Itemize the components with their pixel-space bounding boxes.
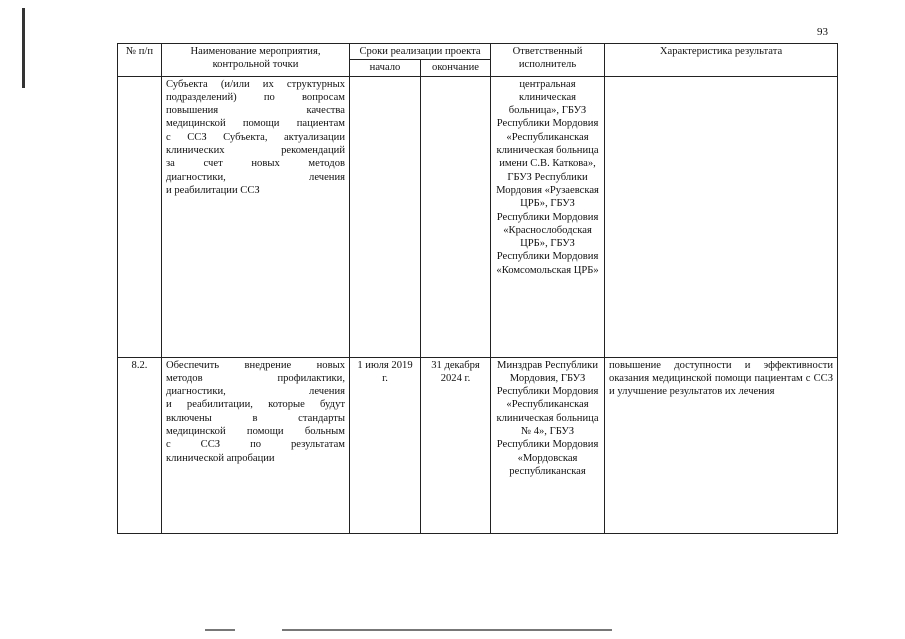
result-cell — [605, 76, 838, 357]
event-name-line: диагностики, лечения — [166, 386, 345, 398]
event-name-line: методов профилактики, — [166, 372, 345, 384]
header-end: окончание — [421, 60, 491, 76]
executor-cell: центральная клиническая больница», ГБУЗ Республики Мордовия «Республиканская клиническая больница имени С.В. Каткова», ГБУЗ Республики Мордовия «Рузаевская ЦРБ», ГБУЗ Республики Мордовия «Краснослободская ЦРБ», ГБУЗ Республики Мордовия «Комсомольская ЦРБ» — [491, 76, 605, 357]
executor-cell: Минздрав Республики Мордовия, ГБУЗ Республики Мордовия «Республиканская клиническая больница № 4», ГБУЗ Республики Мордовия «Мордовская республиканская — [491, 357, 605, 533]
event-name-line: диагностики, лечения — [166, 171, 345, 183]
event-name-line: медицинской помощи больным — [166, 426, 345, 438]
header-result: Характеристика результата — [605, 44, 838, 77]
header-executor: Ответственный исполнитель — [491, 44, 605, 77]
header-start: начало — [350, 60, 421, 76]
events-table — [117, 43, 838, 534]
row-number — [118, 76, 162, 357]
event-name-line: подразделений) по вопросам — [166, 91, 345, 103]
event-name-line: медицинской помощи пациентам — [166, 118, 345, 130]
event-name-line: за счет новых методов — [166, 158, 345, 170]
event-name-line: включены в стандарты — [166, 412, 345, 424]
table-row — [118, 76, 838, 357]
scan-artifact — [205, 629, 235, 631]
event-name-line: повышения качества — [166, 105, 345, 117]
event-name-line: с ССЗ по результатам — [166, 439, 345, 451]
event-name-line: клинических рекомендаций — [166, 145, 345, 157]
scan-edge-mark — [22, 8, 25, 88]
event-name-line: и реабилитации ССЗ — [166, 184, 260, 196]
header-event-name: Наименование мероприятия, контрольной точки — [162, 44, 350, 77]
page-number: 93 — [817, 26, 828, 38]
event-name-line: и реабилитации, которые будут — [166, 399, 345, 411]
result-cell: повышение доступности и эффективности оказания медицинской помощи пациентам с ССЗ и улучшение результатов их лечения — [605, 357, 838, 533]
end-date-cell — [421, 76, 491, 357]
table-row — [118, 357, 838, 533]
event-name-cell — [162, 76, 350, 357]
start-date-cell: 1 июля 2019 г. — [350, 357, 421, 533]
event-name-line: Субъекта (и/или их структурных — [166, 78, 345, 90]
row-number: 8.2. — [118, 357, 162, 533]
scan-artifact — [282, 629, 612, 631]
start-date-cell — [350, 76, 421, 357]
event-name-line: клинической апробации — [166, 452, 275, 464]
header-dates: Сроки реализации проекта — [350, 44, 491, 60]
event-name-line: Обеспечить внедрение новых — [166, 359, 345, 371]
end-date-cell: 31 декабря 2024 г. — [421, 357, 491, 533]
event-name-line: с ССЗ Субъекта, актуализации — [166, 131, 345, 143]
event-name-cell — [162, 357, 350, 533]
header-number: № п/п — [118, 44, 162, 77]
